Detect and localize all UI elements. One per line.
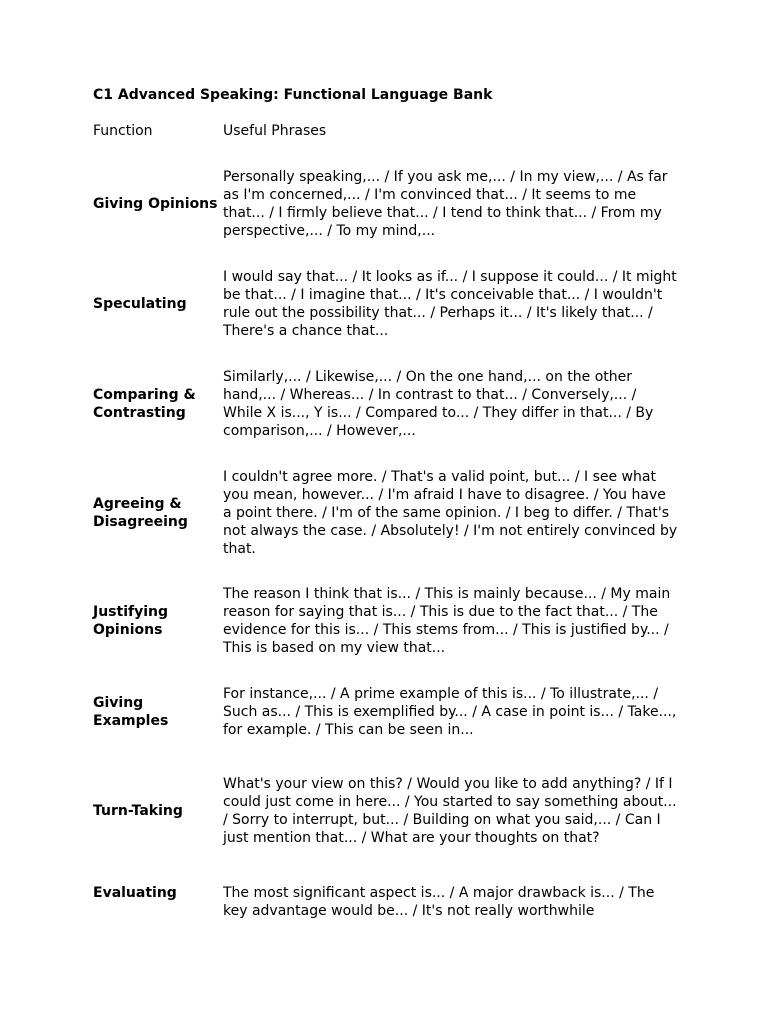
table-row [93,168,683,240]
phrases-cell: What's your view on this? / Would you like to add anything? / If I could just come in here... / You started to say something about... / Sorry to interrupt, but... / Building on what you said,... / Can I just mention that... / What are your thoughts on that? [223,776,677,846]
table-row [93,468,683,558]
table-row [93,685,683,739]
phrases-cell: Similarly,... / Likewise,... / On the one hand,... on the other hand,... / Whereas... / In contrast to that... / Conversely,... / While X is..., Y is... / Compared to... / They differ in that... / By comparison,... / However,... [223,369,654,439]
table-row [93,766,683,856]
table-row [93,368,683,440]
table-row [93,884,683,920]
function-cell: Evaluating [93,885,177,901]
function-cell: Giving Examples [93,695,169,729]
document-title: C1 Advanced Speaking: Functional Language Bank [93,87,493,103]
function-cell: Agreeing & Disagreeing [93,496,188,530]
phrases-cell: I couldn't agree more. / That's a valid point, but... / I see what you mean, however... / I'm afraid I have to disagree. / You have a point there. / I'm of the same opinion. / I beg to differ. / That's not always the case. / Absolutely! / I'm not entirely convinced by that. [223,469,678,557]
table-row [93,268,683,340]
function-cell: Comparing & Contrasting [93,387,196,421]
phrases-cell: The most significant aspect is... / A major drawback is... / The key advantage would be... / It's not really worthwhile [223,885,655,919]
phrases-cell: I would say that... / It looks as if... / I suppose it could... / It might be that... / I imagine that... / It's conceivable that... / I wouldn't rule out the possibility that... / Perhaps it... / It's likely that... / There's a chance that... [223,269,677,339]
function-column-header: Function [93,123,153,139]
phrases-cell: For instance,... / A prime example of this is... / To illustrate,... / Such as... / This is exemplified by... / A case in point is... / Take..., for example. / This can be seen in... [223,686,677,738]
function-cell: Turn-Taking [93,803,183,819]
function-cell: Speculating [93,296,187,312]
table-row [93,585,683,657]
function-cell: Justifying Opinions [93,604,169,638]
phrases-column-header: Useful Phrases [223,123,327,139]
phrases-cell: Personally speaking,... / If you ask me,... / In my view,... / As far as I'm concerned,... / I'm convinced that... / It seems to me that... / I firmly believe that... / I tend to think that... / From my perspective,... / To my mind,... [223,169,668,239]
phrases-cell: The reason I think that is... / This is mainly because... / My main reason for saying that is... / This is due to the fact that... / The evidence for this is... / This stems from... / This is justified by... / This is based on my view that... [223,586,671,656]
function-cell: Giving Opinions [93,196,218,212]
